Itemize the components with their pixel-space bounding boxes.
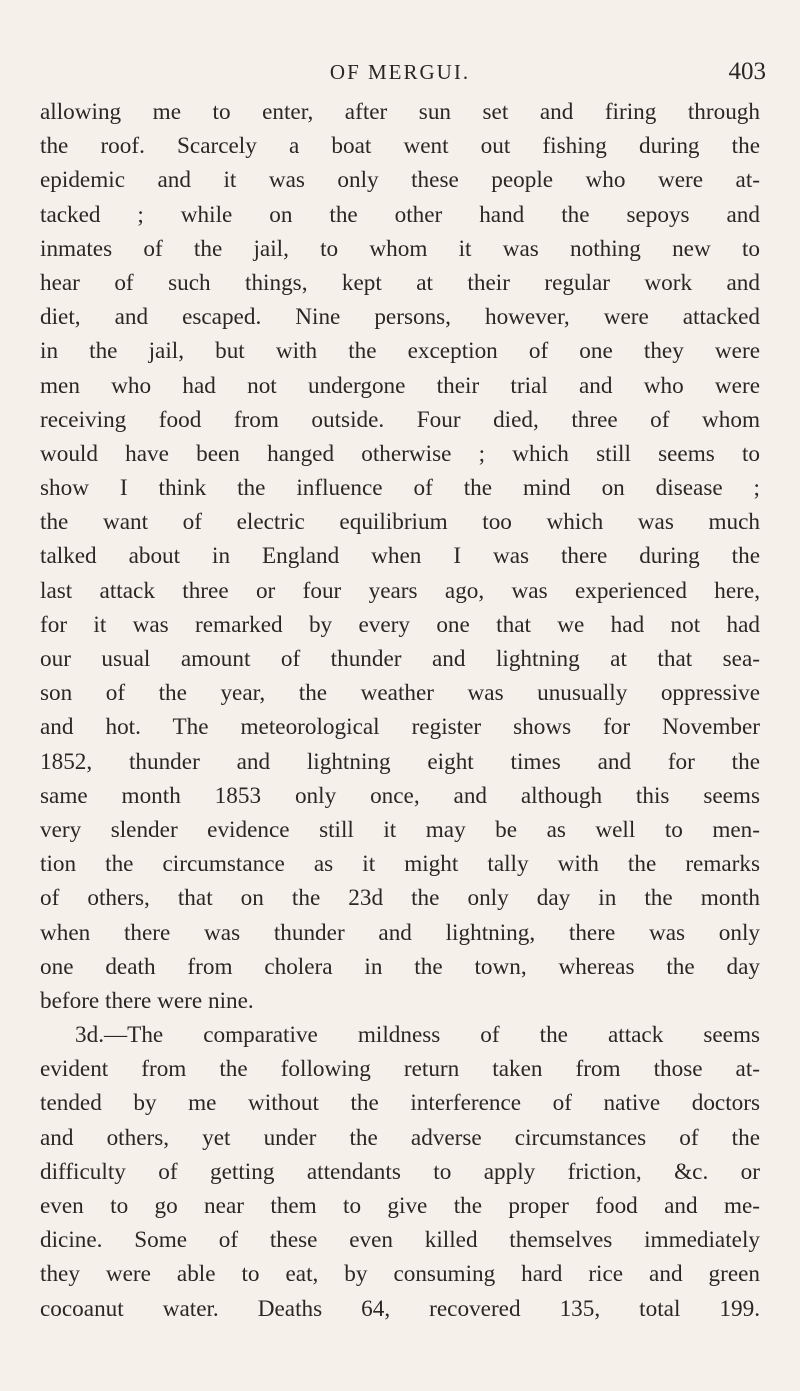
text-line: the want of electric equilibrium too which was much: [40, 509, 760, 536]
text-line: dicine. Some of these even killed themselves immediately: [40, 1227, 760, 1254]
text-line: difficulty of getting attendants to apply friction, &c. or: [40, 1158, 760, 1185]
text-line: would have been hanged otherwise ; which still seems to: [40, 440, 760, 467]
text-line: one death from cholera in the town, whereas the day: [40, 953, 760, 980]
text-line: allowing me to enter, after sun set and firing through: [40, 99, 760, 125]
text-line: very slender evidence still it may be as well to men-: [40, 816, 760, 843]
text-line: and others, yet under the adverse circumstances of the: [40, 1124, 760, 1151]
text-line: of others, that on the 23d the only day in the month: [40, 885, 760, 912]
text-line: epidemic and it was only these people who were at-: [40, 167, 760, 194]
text-line: in the jail, but with the exception of one they were: [40, 338, 760, 365]
text-line: they were able to eat, by consuming hard rice and green: [40, 1261, 760, 1288]
text-line: last attack three or four years ago, was experienced here,: [40, 577, 760, 604]
text-line: our usual amount of thunder and lightning at that sea-: [40, 646, 760, 672]
text-line: diet, and escaped. Nine persons, however, were attacked: [40, 304, 760, 331]
running-head: [0, 52, 800, 92]
text-line: tion the circumstance as it might tally with the remarks: [40, 851, 760, 878]
text-line: 1852, thunder and lightning eight times and for the: [40, 748, 760, 775]
text-line: talked about in England when I was there during the: [40, 543, 760, 570]
text-line: receiving food from outside. Four died, three of whom: [40, 406, 760, 433]
text-line: for it was remarked by every one that we had not had: [40, 611, 760, 638]
text-line: same month 1853 only once, and although this seems: [40, 782, 760, 809]
text-line: evident from the following return taken from those at-: [40, 1056, 760, 1083]
text-line: the roof. Scarcely a boat went out fishing during the: [40, 133, 760, 160]
text-line: son of the year, the weather was unusually oppressive: [40, 680, 760, 707]
body-text: [40, 95, 760, 1326]
text-line: hear of such things, kept at their regular work and: [40, 269, 760, 296]
page-number: 403: [728, 58, 766, 85]
text-line: show I think the influence of the mind on disease ;: [40, 475, 760, 502]
text-line: even to go near them to give the proper food and me-: [40, 1193, 760, 1219]
text-line: tacked ; while on the other hand the sepoys and: [40, 201, 760, 228]
text-line: before there were nine.: [40, 987, 254, 1014]
text-line: men who had not undergone their trial and who were: [40, 372, 760, 399]
text-line: inmates of the jail, to whom it was nothing new to: [40, 235, 760, 262]
text-line: tended by me without the interference of native doctors: [40, 1090, 760, 1117]
running-title: OF MERGUI.: [329, 60, 471, 84]
text-line: when there was thunder and lightning, there was only: [40, 919, 760, 946]
text-line: and hot. The meteorological register shows for November: [40, 714, 760, 741]
text-line: cocoanut water. Deaths 64, recovered 135, total 199.: [40, 1295, 760, 1322]
text-line: 3d.—The comparative mildness of the attack seems: [75, 1022, 760, 1049]
